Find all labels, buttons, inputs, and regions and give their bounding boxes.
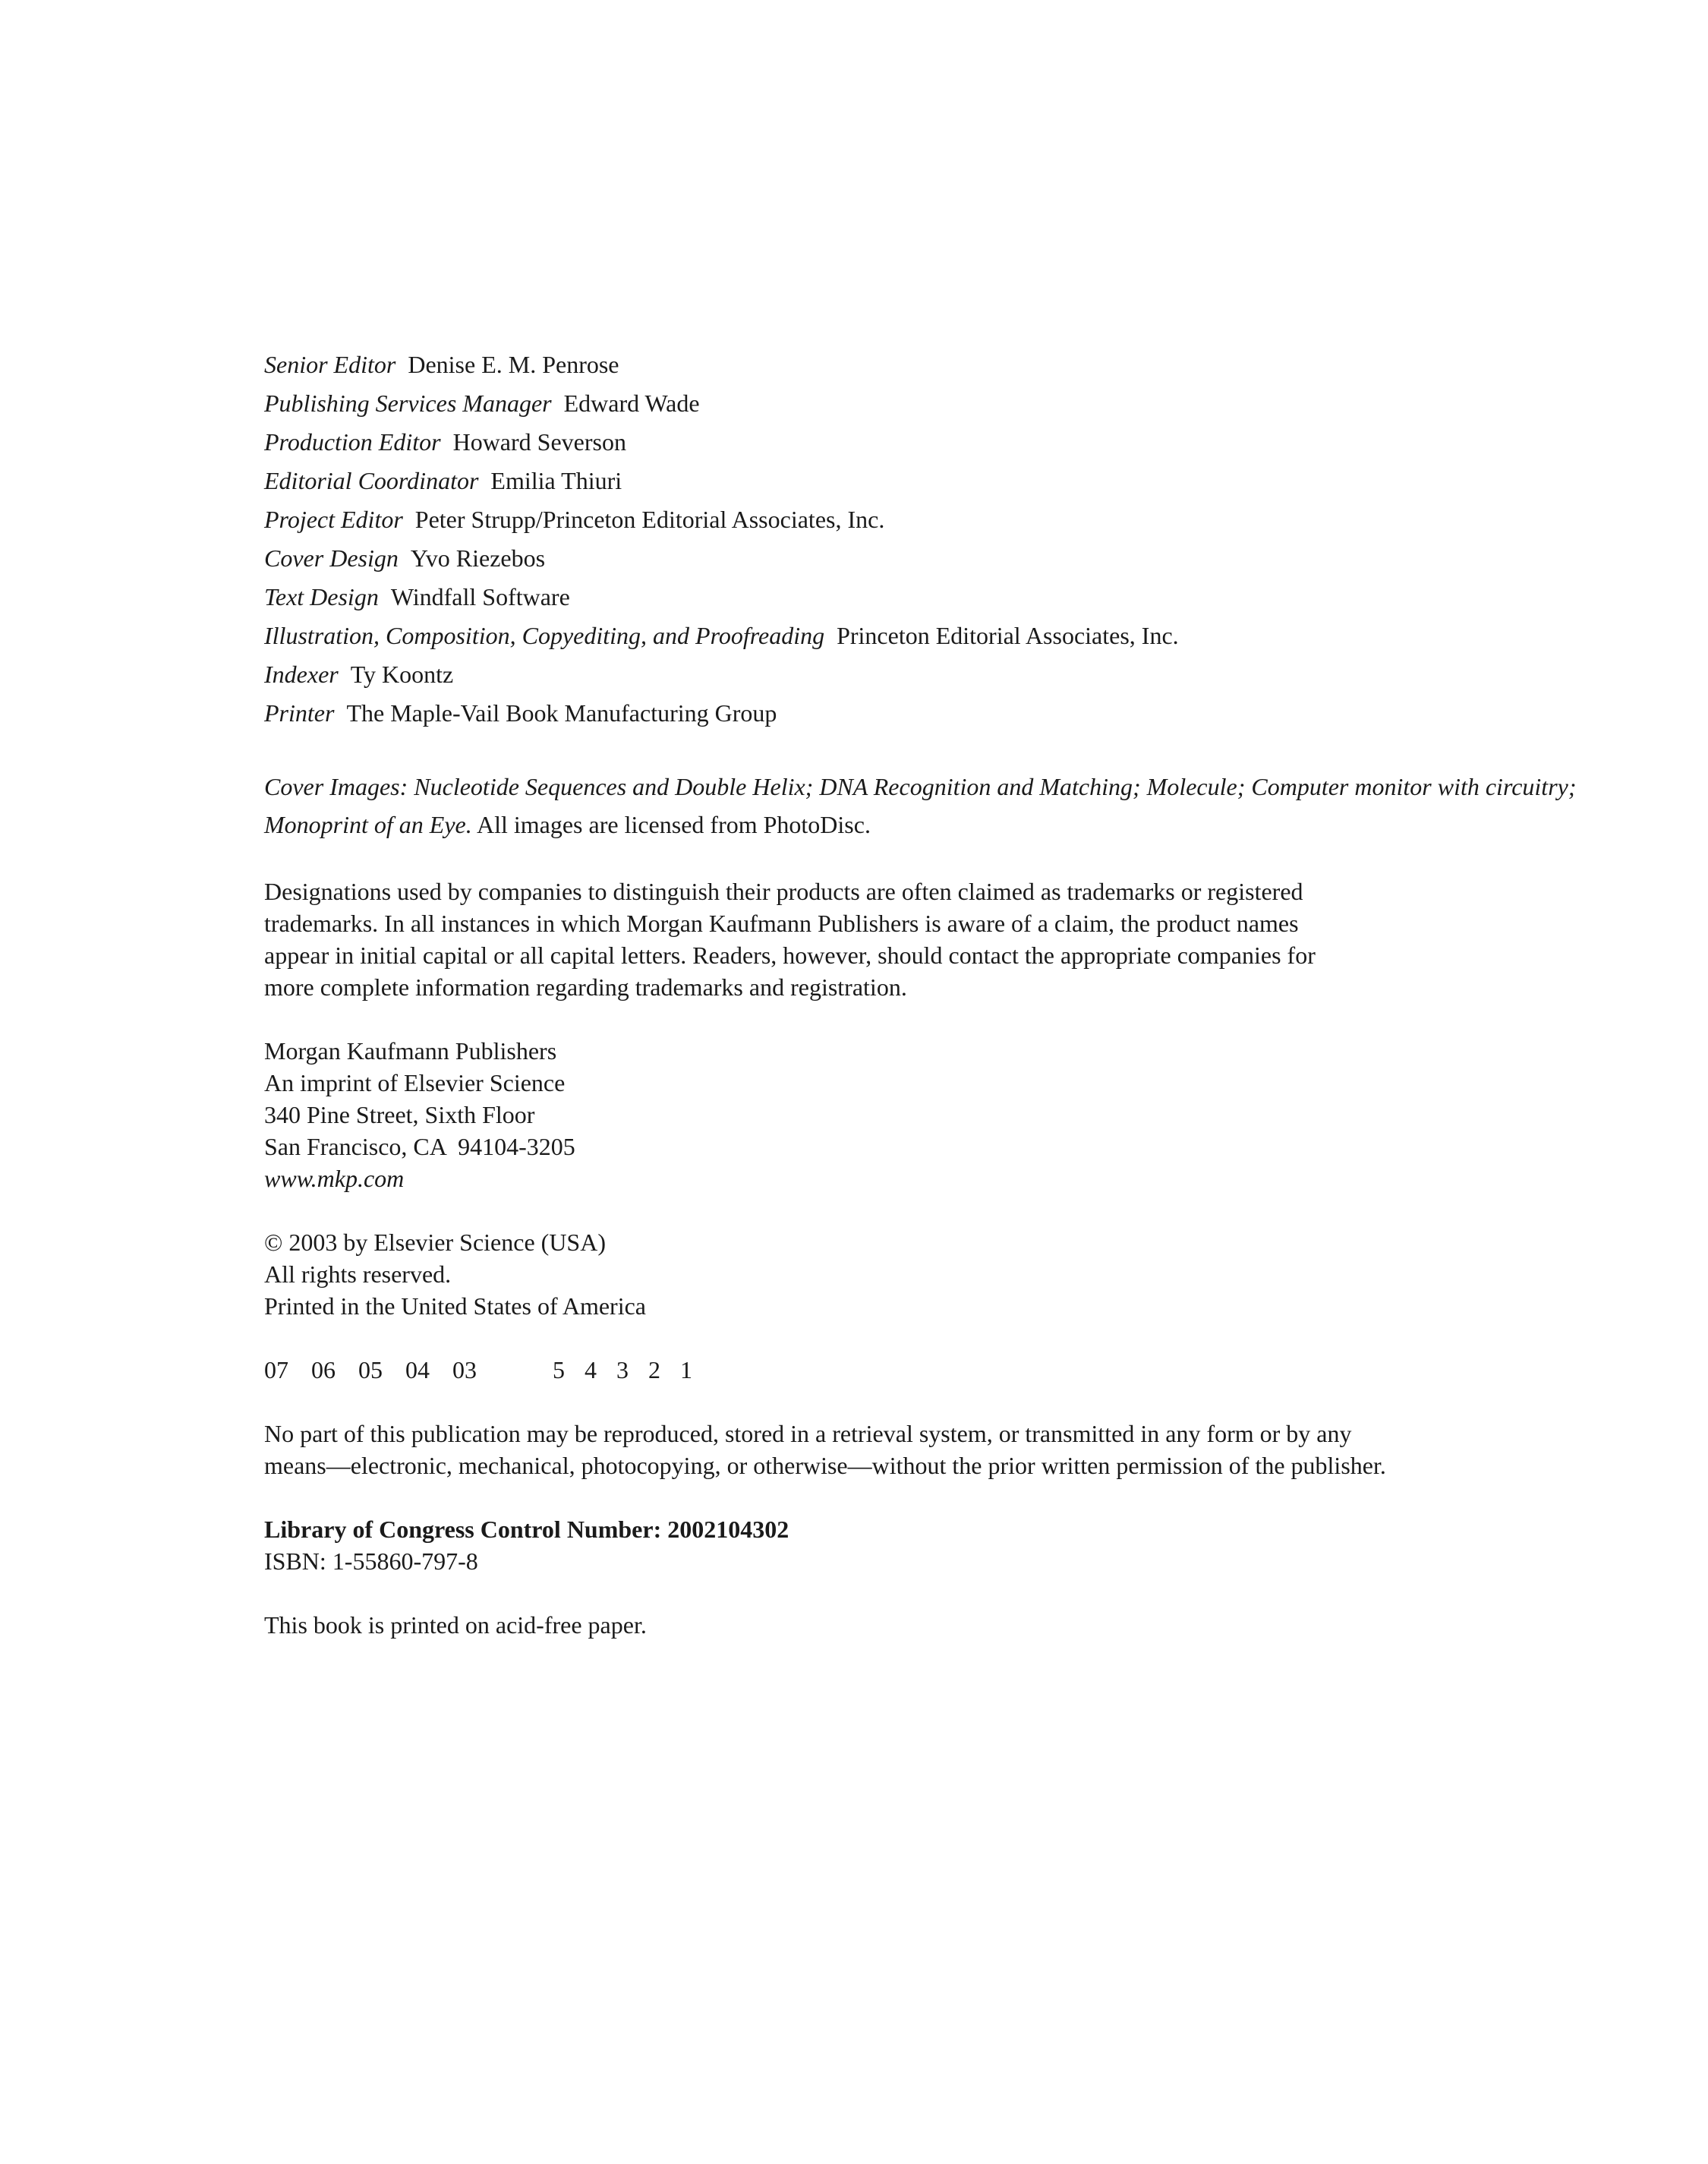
acid-free-note: This book is printed on acid-free paper. (264, 1611, 647, 1639)
credit-role: Editorial Coordinator (264, 467, 479, 494)
trademark-line: appear in initial capital or all capital letters. Readers, however, should contact the appropriate companies for (264, 942, 1316, 969)
credit-project-editor (264, 500, 1615, 539)
credit-indexer (264, 655, 1615, 694)
publisher-city: San Francisco, CA 94104-3205 (264, 1133, 575, 1160)
credit-publishing-services-manager (264, 384, 1615, 423)
publisher-street: 340 Pine Street, Sixth Floor (264, 1101, 535, 1128)
print-year: 04 (405, 1356, 430, 1383)
print-year: 06 (311, 1356, 336, 1383)
print-year: 07 (264, 1356, 288, 1383)
copyright-line: © 2003 by Elsevier Science (USA) (264, 1229, 606, 1256)
credit-role: Text Design (264, 583, 379, 610)
credit-role: Publishing Services Manager (264, 390, 552, 417)
print-impression: 3 (616, 1356, 629, 1383)
copyright-notice (264, 1226, 1615, 1322)
publisher-name: Morgan Kaufmann Publishers (264, 1037, 557, 1065)
credit-production-editor (264, 423, 1615, 462)
copyright-page (264, 345, 1615, 1641)
reproduction-line: means—electronic, mechanical, photocopying, or otherwise—without the prior written permission of the publisher. (264, 1452, 1386, 1479)
credit-editorial-coordinator (264, 462, 1615, 500)
print-impression: 4 (585, 1356, 597, 1383)
cover-images-note (264, 768, 1615, 844)
paper-note (264, 1609, 1615, 1641)
trademark-line: Designations used by companies to distinguish their products are often claimed as trademarks or registered (264, 878, 1303, 905)
reproduction-notice (264, 1418, 1615, 1481)
credit-role: Production Editor (264, 428, 441, 456)
print-impression: 5 (553, 1356, 565, 1383)
print-year: 05 (358, 1356, 383, 1383)
credit-name: Ty Koontz (350, 661, 454, 688)
trademark-notice (264, 875, 1615, 1003)
credit-illustration-composition (264, 617, 1615, 655)
print-impression: 2 (648, 1356, 660, 1383)
print-year: 03 (452, 1356, 477, 1383)
credit-cover-design (264, 539, 1615, 578)
isbn: ISBN: 1-55860-797-8 (264, 1547, 478, 1575)
credit-name: Peter Strupp/Princeton Editorial Associates, Inc. (414, 506, 885, 533)
credit-role: Indexer (264, 661, 339, 688)
credits-list (264, 345, 1615, 733)
printing-line (264, 1354, 1615, 1386)
cover-images-titles: Nucleotide Sequences and Double Helix; DNA Recognition and Matching; Molecule; Computer monitor with circuitry; Monoprint of an Eye. (264, 773, 1577, 838)
credit-text-design (264, 578, 1615, 617)
print-impression: 1 (680, 1356, 692, 1383)
credit-role: Project Editor (264, 506, 403, 533)
trademark-line: trademarks. In all instances in which Morgan Kaufmann Publishers is aware of a claim, the product names (264, 910, 1299, 937)
credit-role: Senior Editor (264, 351, 396, 378)
credit-name: Windfall Software (390, 583, 570, 610)
publisher-address (264, 1035, 1615, 1194)
cover-images-license: All images are licensed from PhotoDisc. (476, 811, 871, 838)
credit-role: Cover Design (264, 544, 399, 572)
credit-name: Emilia Thiuri (490, 467, 622, 494)
rights-reserved: All rights reserved. (264, 1260, 452, 1288)
trademark-line: more complete information regarding trademarks and registration. (264, 973, 907, 1001)
credit-name: Denise E. M. Penrose (408, 351, 619, 378)
cataloging-info (264, 1513, 1615, 1577)
cover-images-label: Cover Images: (264, 773, 408, 800)
publisher-imprint: An imprint of Elsevier Science (264, 1069, 566, 1096)
credit-role: Printer (264, 699, 335, 727)
publisher-url[interactable]: www.mkp.com (264, 1165, 405, 1192)
credit-name: Yvo Riezebos (410, 544, 546, 572)
credit-name: The Maple-Vail Book Manufacturing Group (346, 699, 777, 727)
credit-senior-editor (264, 345, 1615, 384)
credit-role: Illustration, Composition, Copyediting, and Proofreading (264, 622, 825, 649)
credit-name: Edward Wade (563, 390, 700, 417)
printed-in: Printed in the United States of America (264, 1292, 646, 1320)
credit-printer (264, 694, 1615, 733)
reproduction-line: No part of this publication may be reproduced, stored in a retrieval system, or transmitted in any form or by any (264, 1420, 1352, 1447)
credit-name: Howard Severson (452, 428, 626, 456)
lccn: Library of Congress Control Number: 2002104302 (264, 1516, 789, 1543)
credit-name: Princeton Editorial Associates, Inc. (837, 622, 1179, 649)
